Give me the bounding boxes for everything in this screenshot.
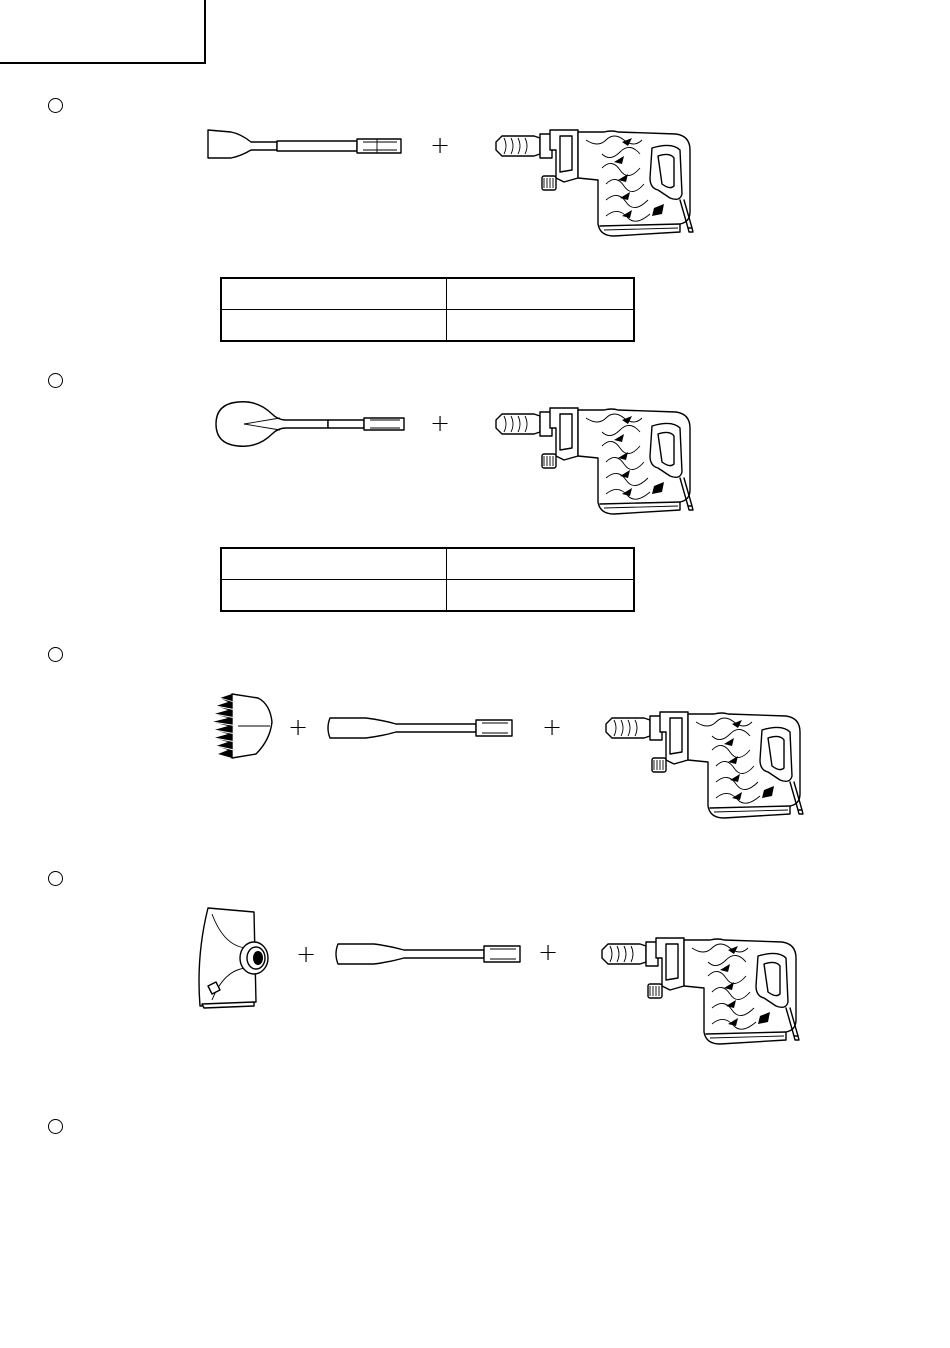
table-cell — [447, 580, 635, 612]
plus-icon: + — [288, 713, 309, 741]
table-cell — [221, 580, 447, 612]
chisel-icon — [207, 128, 403, 162]
shank-icon — [326, 714, 516, 742]
tamper-plate-icon — [194, 906, 274, 1010]
demolition-hammer-icon — [494, 128, 694, 248]
table-cell — [221, 278, 447, 310]
table-row — [221, 278, 634, 310]
table-cell — [447, 278, 635, 310]
header-box — [0, 0, 206, 64]
demolition-hammer-icon — [604, 710, 804, 830]
shank-icon — [334, 940, 524, 968]
demolition-hammer-icon — [600, 936, 800, 1056]
table-cell — [447, 310, 635, 342]
table-row — [221, 310, 634, 342]
table-cell — [221, 548, 447, 580]
plus-icon: + — [430, 409, 451, 437]
spec-table-1 — [220, 277, 635, 342]
table-row — [221, 548, 634, 580]
plus-icon: + — [538, 938, 559, 966]
section-4-bullet — [48, 871, 63, 886]
scoop-chisel-icon — [214, 400, 408, 450]
demolition-hammer-icon — [494, 406, 694, 526]
bushing-tool-icon — [208, 692, 274, 764]
section-2-bullet — [48, 373, 63, 388]
section-3-bullet — [48, 647, 63, 662]
table-cell — [447, 548, 635, 580]
section-1-bullet — [48, 98, 63, 113]
table-row — [221, 580, 634, 612]
section-5-bullet — [48, 1119, 63, 1134]
table-cell — [221, 310, 447, 342]
plus-icon: + — [542, 713, 563, 741]
plus-icon: + — [296, 940, 317, 968]
plus-icon: + — [430, 131, 451, 159]
spec-table-2 — [220, 547, 635, 612]
